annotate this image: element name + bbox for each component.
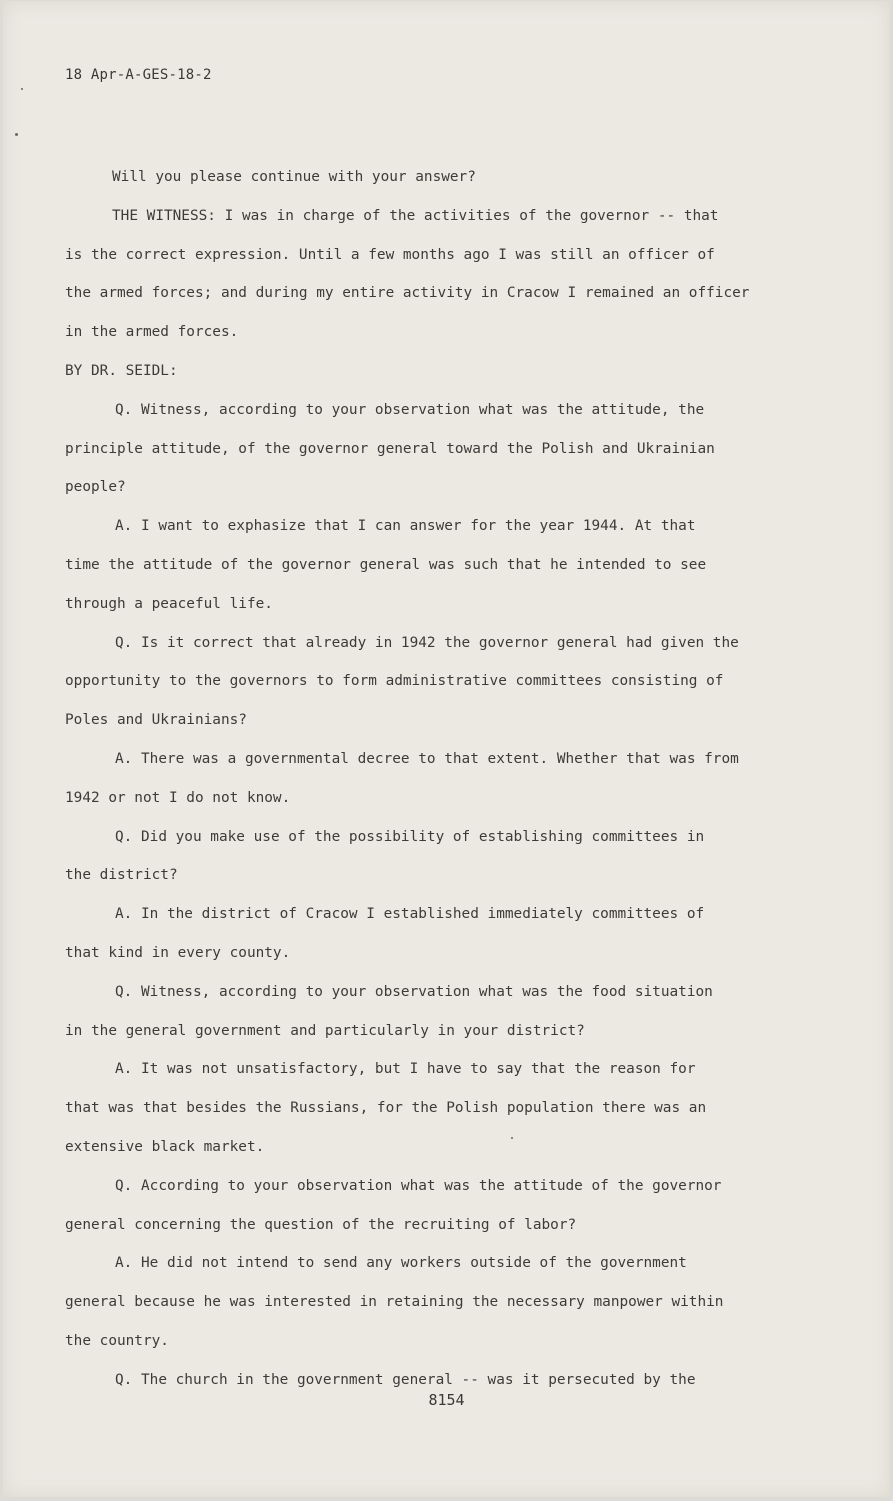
paper-fleck <box>15 133 18 136</box>
transcript-line: Poles and Ukrainians? <box>65 712 247 729</box>
transcript-line: the country. <box>65 1332 169 1349</box>
transcript-line: extensive black market. <box>65 1138 265 1155</box>
transcript-line: that was that besides the Russians, for the Polish population there was an <box>65 1100 707 1117</box>
transcript-line: A. I want to exphasize that I can answer for the year 1944. At that <box>115 518 696 535</box>
transcript-line: principle attitude, of the governor general toward the Polish and Ukrainian <box>65 440 715 457</box>
transcript-line: A. He did not intend to send any workers outside of the government <box>115 1255 687 1272</box>
transcript-body <box>65 165 855 1407</box>
transcript-line: A. In the district of Cracow I established immediately committees of <box>115 906 705 923</box>
transcript-line: general because he was interested in retaining the necessary manpower within <box>65 1294 724 1311</box>
transcript-line: through a peaceful life. <box>65 595 273 612</box>
transcript-line: Q. According to your observation what was the attitude of the governor <box>115 1177 722 1194</box>
transcript-line: time the attitude of the governor general was such that he intended to see <box>65 556 707 573</box>
transcript-line: in the armed forces. <box>65 324 239 341</box>
transcript-line: that kind in every county. <box>65 944 291 961</box>
transcript-line: people? <box>65 479 126 496</box>
transcript-line: BY DR. SEIDL: <box>65 362 178 379</box>
transcript-line: general concerning the question of the recruiting of labor? <box>65 1216 577 1233</box>
transcript-line: is the correct expression. Until a few months ago I was still an officer of <box>65 246 715 263</box>
transcript-line: THE WITNESS: I was in charge of the activities of the governor -- that <box>112 207 719 224</box>
document-header: 18 Apr-A-GES-18-2 <box>65 67 212 83</box>
transcript-line: Q. Witness, according to your observation what was the attitude, the <box>115 401 705 418</box>
transcript-line: the district? <box>65 867 178 884</box>
transcript-line: Q. Did you make use of the possibility of establishing committees in <box>115 828 705 845</box>
transcript-line: the armed forces; and during my entire activity in Cracow I remained an officer <box>65 285 750 302</box>
transcript-line: 1942 or not I do not know. <box>65 789 291 806</box>
transcript-line: A. There was a governmental decree to that extent. Whether that was from <box>115 750 739 767</box>
transcript-line: A. It was not unsatisfactory, but I have to say that the reason for <box>115 1061 696 1078</box>
transcript-line: Q. Is it correct that already in 1942 the governor general had given the <box>115 634 739 651</box>
transcript-line: opportunity to the governors to form administrative committees consisting of <box>65 673 724 690</box>
transcript-line: in the general government and particularly in your district? <box>65 1022 585 1039</box>
transcript-line: Q. The church in the government general -- was it persecuted by the <box>115 1371 696 1388</box>
paper-fleck <box>21 88 23 90</box>
page-number: 8154 <box>428 1391 465 1409</box>
transcript-line: Will you please continue with your answer? <box>112 169 476 185</box>
transcript-line: Q. Witness, according to your observation what was the food situation <box>115 983 713 1000</box>
document-page <box>3 1 890 1497</box>
